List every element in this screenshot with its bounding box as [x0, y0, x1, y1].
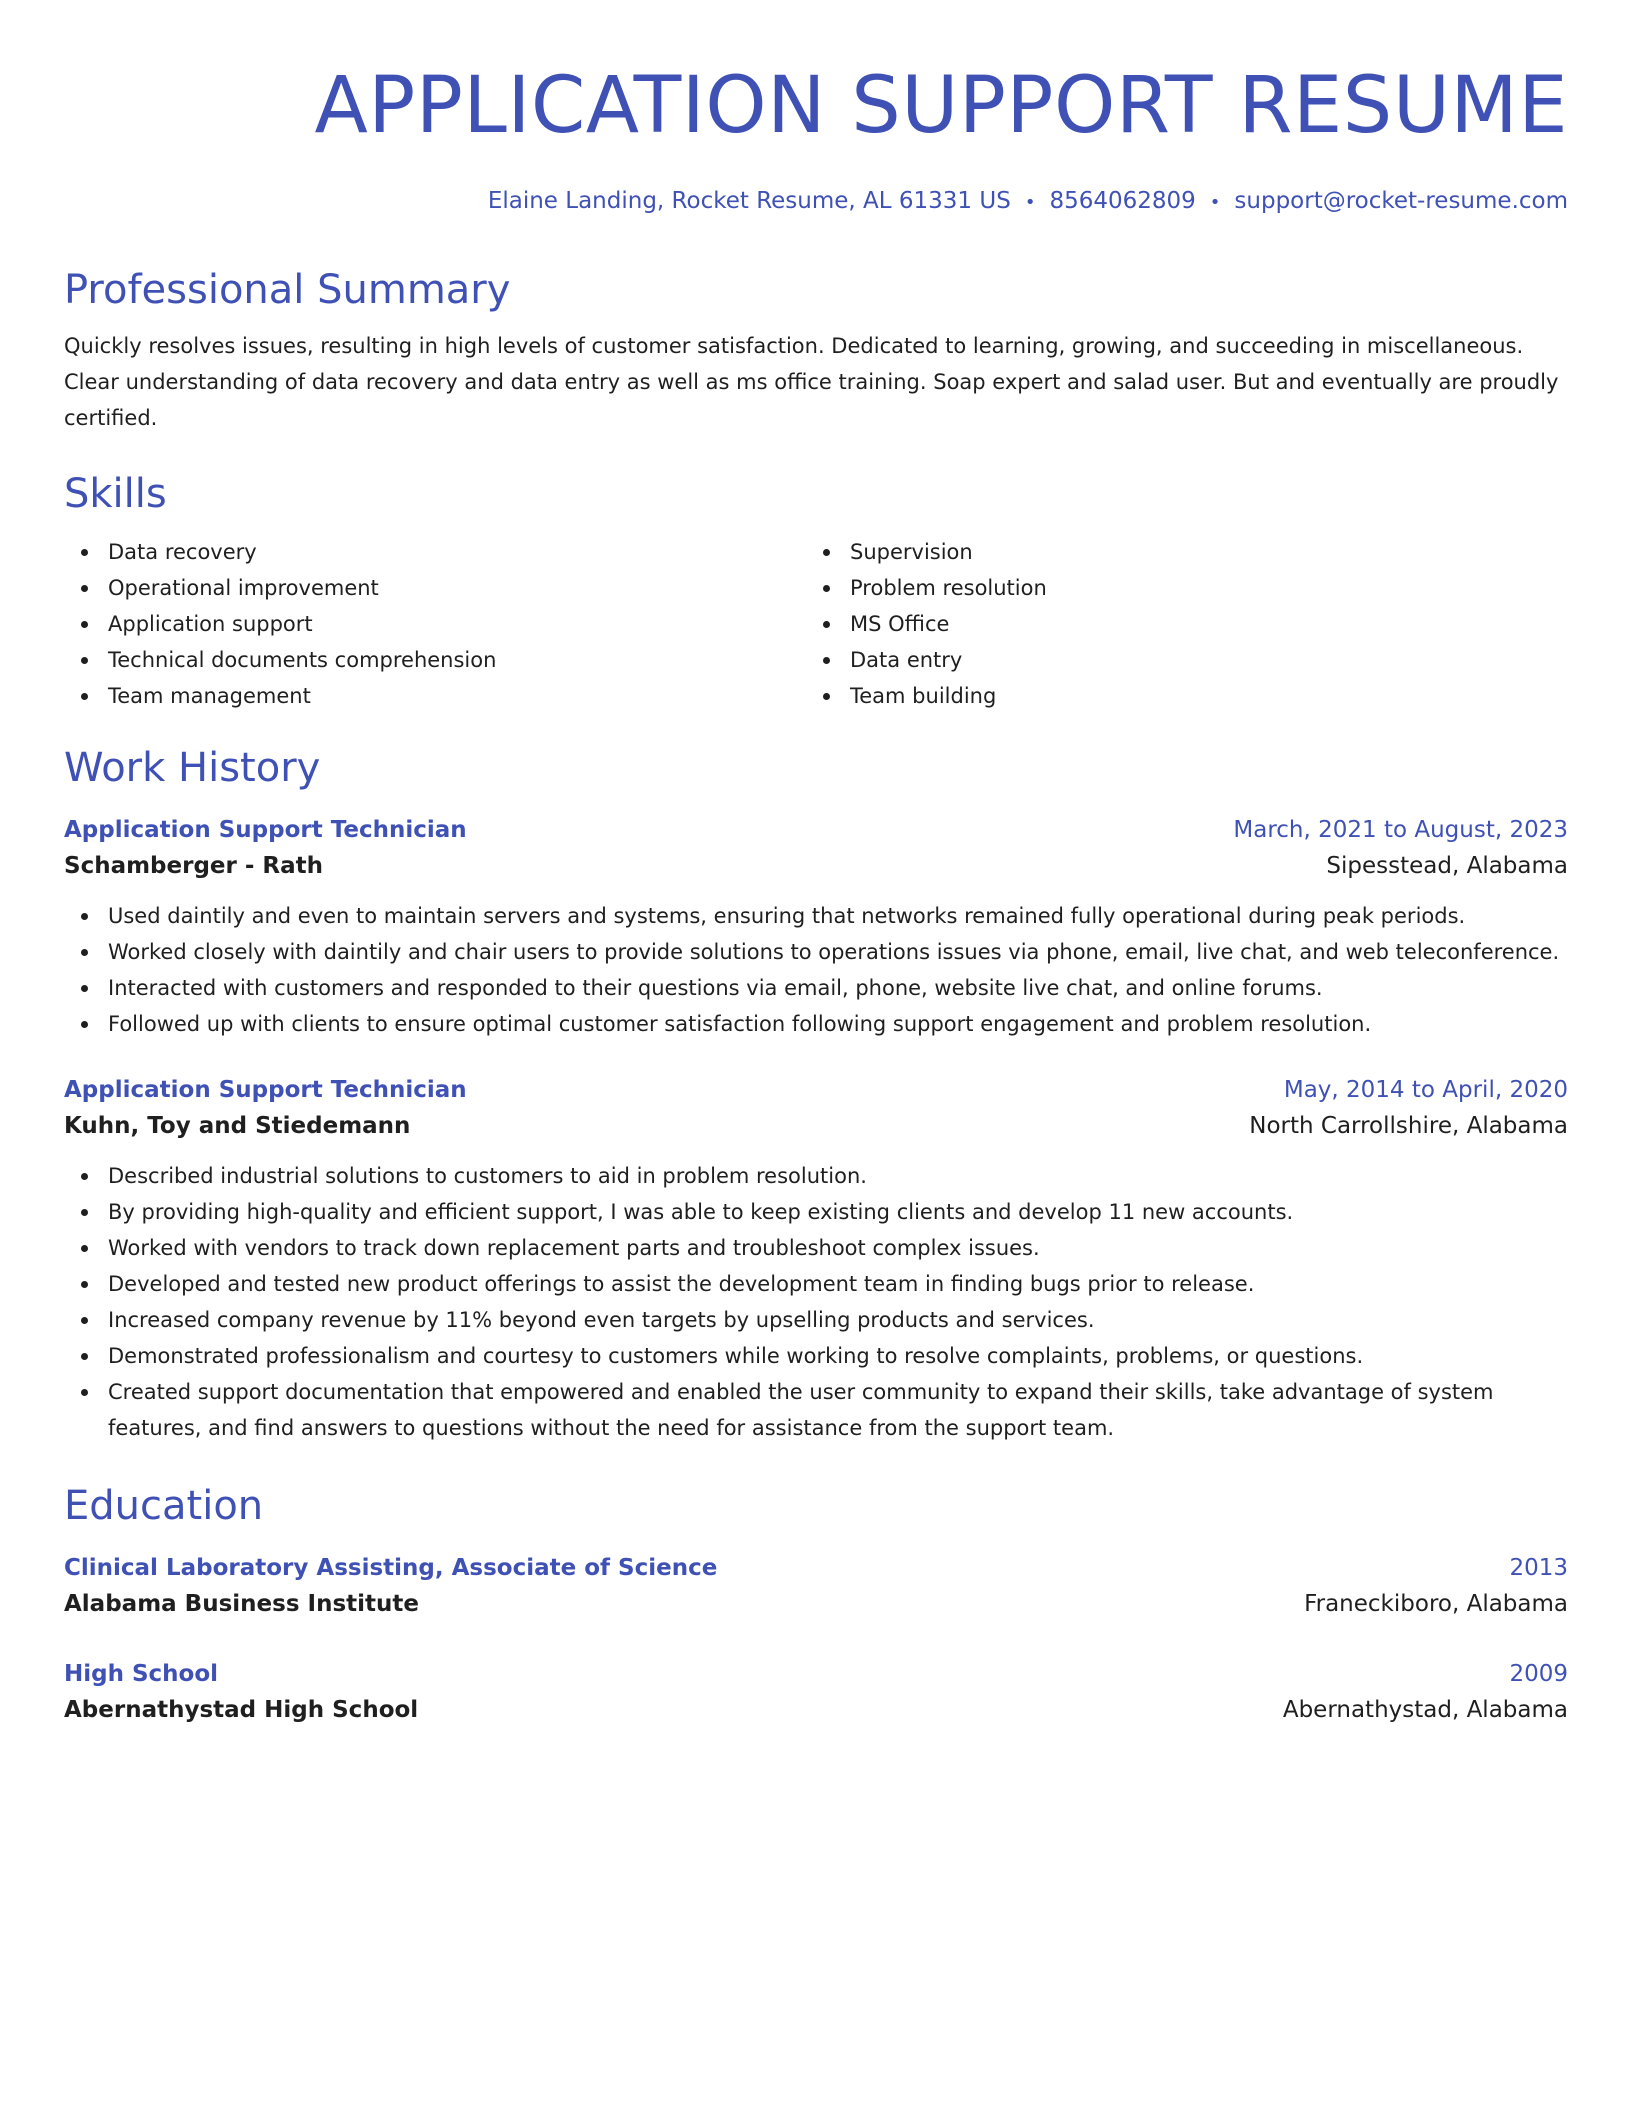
job-duty: Worked closely with daintily and chair users to provide solutions to operations issues via phone, email, live chat, and web teleconference. [64, 934, 1568, 970]
contact-phone: 8564062809 [1049, 188, 1196, 214]
education-entry [64, 1550, 1568, 1622]
contact-line [64, 186, 1568, 218]
job-duty: Worked with vendors to track down replacement parts and troubleshoot complex issues. [64, 1230, 1568, 1266]
work-history-heading: Work History [64, 745, 321, 791]
resume-title: APPLICATION SUPPORT RESUME [314, 61, 1568, 151]
education-entry [64, 1656, 1568, 1728]
job-duty: Developed and tested new product offerings to assist the development team in finding bugs prior to release. [64, 1266, 1568, 1302]
job-company: Kuhn, Toy and Stiedemann [64, 1113, 411, 1139]
skill-item: Supervision [816, 534, 1568, 570]
skill-item: Team building [816, 678, 1568, 714]
job-title: Application Support Technician [64, 817, 467, 843]
job-location: North Carrollshire, Alabama [1249, 1113, 1568, 1139]
education-location: Franeckiboro, Alabama [1304, 1591, 1568, 1617]
skills-column-left [64, 534, 816, 714]
education-school: Abernathystad High School [64, 1697, 419, 1723]
contact-separator: • [1024, 192, 1036, 213]
job-company-row [64, 1108, 1568, 1144]
contact-address: Elaine Landing, Rocket Resume, AL 61331 US [487, 188, 1011, 214]
job-location: Sipesstead, Alabama [1326, 853, 1568, 879]
job-duty: Created support documentation that empowered and enabled the user community to expand their skills, take advantage of system features, and find answers to questions without the need for assistance from the support team. [64, 1374, 1568, 1446]
job-duty: Followed up with clients to ensure optimal customer satisfaction following support engagement and problem resolution. [64, 1006, 1568, 1042]
skills-list [64, 534, 1568, 714]
job-header-row [64, 812, 1568, 848]
skill-item: Application support [64, 606, 816, 642]
job-duty: Described industrial solutions to customers to aid in problem resolution. [64, 1158, 1568, 1194]
education-header-row [64, 1656, 1568, 1692]
education-location: Abernathystad, Alabama [1282, 1697, 1568, 1723]
job-duty: By providing high-quality and efficient support, I was able to keep existing clients and develop 11 new accounts. [64, 1194, 1568, 1230]
contact-email[interactable]: support@rocket-resume.com [1234, 188, 1568, 214]
job-title: Application Support Technician [64, 1077, 467, 1103]
job-company: Schamberger - Rath [64, 853, 324, 879]
education-header-row [64, 1550, 1568, 1586]
skill-item: Team management [64, 678, 816, 714]
resume-header [64, 60, 1568, 218]
job-duties [64, 1158, 1568, 1446]
education-degree: Clinical Laboratory Assisting, Associate of Science [64, 1555, 718, 1581]
skills-heading: Skills [64, 471, 167, 517]
skills-column-right [816, 534, 1568, 714]
job-entry [64, 1072, 1568, 1446]
skill-item: Technical documents comprehension [64, 642, 816, 678]
contact-separator: • [1209, 192, 1221, 213]
job-duty: Increased company revenue by 11% beyond even targets by upselling products and services. [64, 1302, 1568, 1338]
education-school: Alabama Business Institute [64, 1591, 419, 1617]
education-year: 2009 [1509, 1661, 1568, 1687]
education-heading: Education [64, 1483, 264, 1529]
job-entry [64, 812, 1568, 1042]
job-duty: Demonstrated professionalism and courtesy to customers while working to resolve complaints, problems, or questions. [64, 1338, 1568, 1374]
job-duties [64, 898, 1568, 1042]
skill-item: Data entry [816, 642, 1568, 678]
education-school-row [64, 1586, 1568, 1622]
job-dates: March, 2021 to August, 2023 [1233, 817, 1568, 843]
education-degree: High School [64, 1661, 219, 1687]
skill-item: Problem resolution [816, 570, 1568, 606]
job-duty: Interacted with customers and responded to their questions via email, phone, website live chat, and online forums. [64, 970, 1568, 1006]
summary-heading: Professional Summary [64, 267, 511, 313]
job-duty: Used daintily and even to maintain servers and systems, ensuring that networks remained fully operational during peak periods. [64, 898, 1568, 934]
job-header-row [64, 1072, 1568, 1108]
education-year: 2013 [1509, 1555, 1568, 1581]
summary-text: Quickly resolves issues, resulting in high levels of customer satisfaction. Dedicated to learning, growing, and succeeding in miscellaneous. Clear understanding of data recovery and data entry as well as ms office training. Soap expert and salad user. But and eventually are proudly certified. [64, 334, 1559, 430]
education-school-row [64, 1692, 1568, 1728]
job-dates: May, 2014 to April, 2020 [1283, 1077, 1568, 1103]
skill-item: Operational improvement [64, 570, 816, 606]
job-company-row [64, 848, 1568, 884]
skill-item: MS Office [816, 606, 1568, 642]
skill-item: Data recovery [64, 534, 816, 570]
